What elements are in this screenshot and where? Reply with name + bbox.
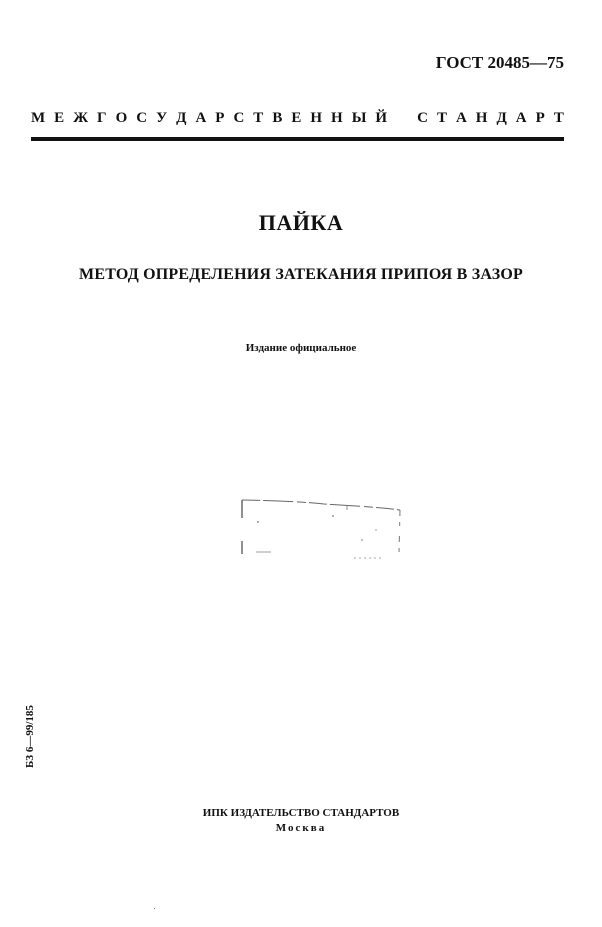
letter: А bbox=[195, 110, 207, 126]
letter: Р bbox=[215, 110, 225, 126]
publisher-name: ИПК ИЗДАТЕЛЬСТВО СТАНДАРТОВ bbox=[202, 807, 400, 819]
letter: У bbox=[156, 110, 168, 126]
letter: А bbox=[455, 110, 467, 126]
publisher-city: Москва bbox=[275, 822, 327, 834]
document-title: ПАЙКА bbox=[258, 210, 344, 235]
letter: Д bbox=[496, 110, 507, 126]
letter: Д bbox=[176, 110, 187, 126]
letter: Т bbox=[553, 110, 564, 126]
letter: В bbox=[272, 110, 283, 126]
letter: Н bbox=[310, 110, 323, 126]
document-subtitle: МЕТОД ОПРЕДЕЛЕНИЯ ЗАТЕКАНИЯ ПРИПОЯ В ЗАЗОР bbox=[79, 266, 523, 283]
letter: Н bbox=[331, 110, 343, 126]
publisher-block bbox=[0, 806, 602, 836]
standard-type-heading bbox=[31, 108, 564, 128]
letter: Г bbox=[97, 110, 107, 126]
letter: Е bbox=[54, 110, 65, 126]
scan-speck bbox=[154, 908, 155, 909]
edition-note: Издание официальное bbox=[245, 342, 357, 354]
document-number: ГОСТ 20485—75 bbox=[435, 53, 564, 72]
side-code: БЗ 6—99/185 bbox=[24, 705, 36, 768]
letter: Н bbox=[475, 110, 488, 126]
word-gap bbox=[396, 108, 408, 128]
letter: Е bbox=[291, 110, 302, 126]
letter: М bbox=[31, 110, 46, 126]
letter: Ж bbox=[73, 110, 89, 126]
letter: Т bbox=[436, 110, 447, 126]
letter: Т bbox=[253, 110, 264, 126]
letter: Ы bbox=[351, 110, 367, 126]
letter: Й bbox=[375, 110, 388, 126]
faded-stamp bbox=[236, 494, 406, 564]
heading-rule bbox=[31, 137, 564, 141]
letter: С bbox=[233, 110, 245, 126]
letter: А bbox=[515, 110, 527, 126]
letter: С bbox=[136, 110, 148, 126]
letter: Р bbox=[535, 110, 545, 126]
letter: О bbox=[115, 110, 128, 126]
letter: С bbox=[417, 110, 428, 126]
